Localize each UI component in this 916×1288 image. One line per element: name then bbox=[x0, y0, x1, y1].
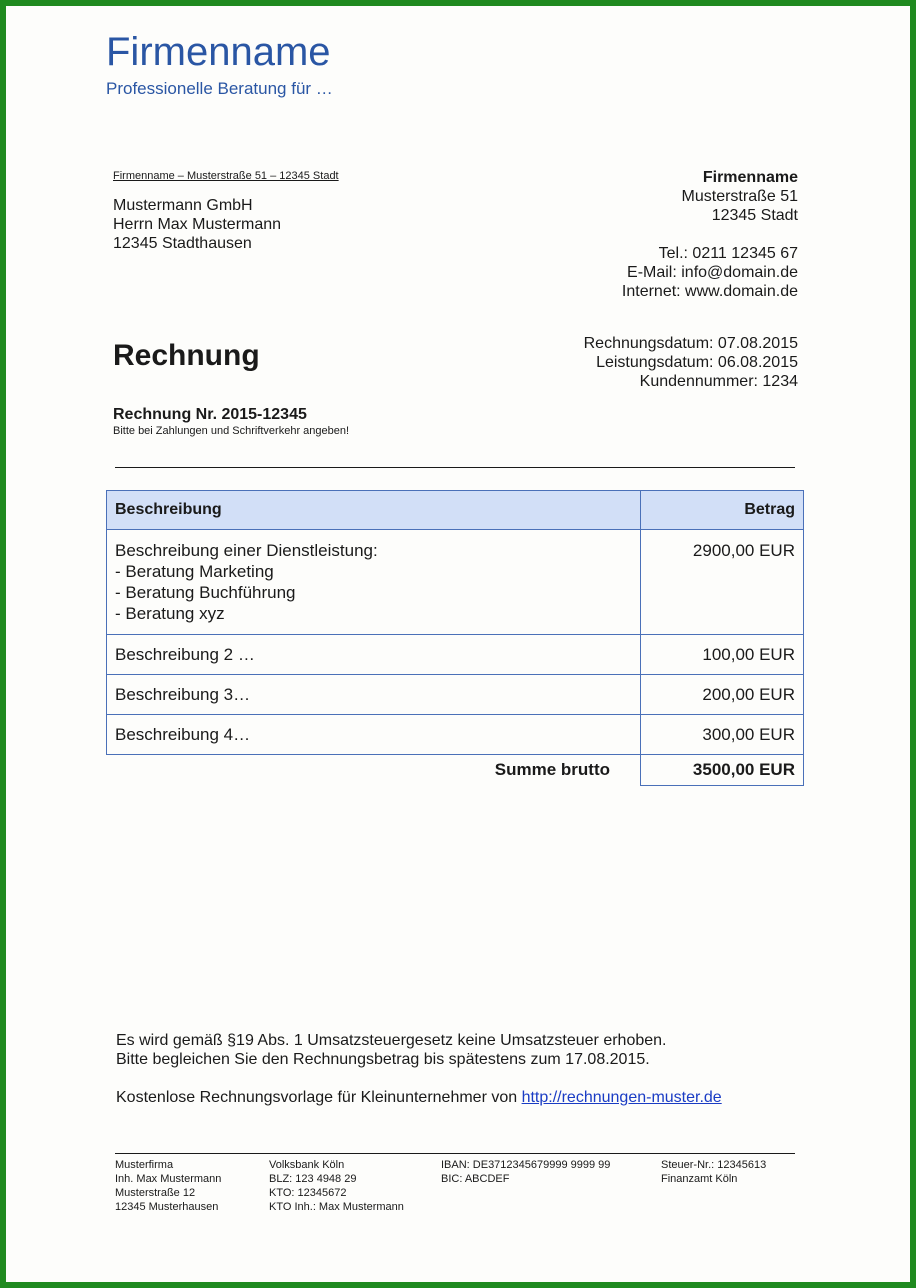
payment-note: Bitte begleichen Sie den Rechnungsbetrag bis spätestens zum 17.08.2015. bbox=[116, 1051, 650, 1068]
recipient-person: Herrn Max Mustermann bbox=[113, 216, 282, 233]
footer-company-line: Musterfirma bbox=[115, 1159, 174, 1171]
service-date: Leistungsdatum: 06.08.2015 bbox=[596, 354, 798, 371]
row-amount: 300,00 EUR bbox=[641, 715, 804, 755]
footer-bank-line: BLZ: 123 4948 29 bbox=[269, 1173, 357, 1185]
footer-tax-line: Finanzamt Köln bbox=[661, 1173, 738, 1185]
company-name: Firmenname bbox=[106, 30, 331, 74]
row-description-line: - Beratung xyz bbox=[115, 604, 225, 623]
column-header-description: Beschreibung bbox=[107, 491, 641, 530]
template-note bbox=[116, 1089, 722, 1107]
footer-tax-line: Steuer-Nr.: 12345613 bbox=[661, 1159, 767, 1171]
table-row bbox=[107, 715, 804, 755]
row-description: Beschreibung 3… bbox=[107, 675, 641, 715]
table-row bbox=[107, 530, 804, 635]
row-description-line: Beschreibung einer Dienstleistung: bbox=[115, 541, 378, 560]
divider-line bbox=[115, 467, 795, 468]
footer-bank-line: KTO Inh.: Max Mustermann bbox=[269, 1201, 404, 1213]
company-website: Internet: www.domain.de bbox=[621, 283, 798, 300]
company-block-city: 12345 Stadt bbox=[711, 207, 798, 224]
company-email: E-Mail: info@domain.de bbox=[627, 264, 798, 281]
invoice-number: Rechnung Nr. 2015-12345 bbox=[113, 406, 307, 423]
footer-iban bbox=[441, 1158, 610, 1186]
footer-bank-line: KTO: 12345672 bbox=[269, 1187, 347, 1199]
tax-note: Es wird gemäß §19 Abs. 1 Umsatzsteuergesetz keine Umsatzsteuer erhoben. bbox=[116, 1032, 667, 1049]
invoice-date: Rechnungsdatum: 07.08.2015 bbox=[583, 335, 798, 352]
footer-bank-line: Volksbank Köln bbox=[269, 1159, 345, 1171]
footer-divider bbox=[115, 1153, 795, 1154]
footer-iban-line: BIC: ABCDEF bbox=[441, 1173, 510, 1185]
table-row bbox=[107, 635, 804, 675]
total-label: Summe brutto bbox=[494, 760, 610, 780]
footer-tax bbox=[661, 1158, 766, 1186]
company-block-name: Firmenname bbox=[702, 169, 798, 186]
table-header-row bbox=[107, 491, 804, 530]
row-description-line: - Beratung Marketing bbox=[115, 562, 274, 581]
invoice-items-table bbox=[106, 490, 804, 786]
sender-address-line: Firmenname – Musterstraße 51 – 12345 Stadt bbox=[113, 170, 339, 182]
company-block-street: Musterstraße 51 bbox=[681, 188, 798, 205]
company-tagline: Professionelle Beratung für … bbox=[106, 79, 333, 98]
footer-iban-line: IBAN: DE3712345679999 9999 99 bbox=[441, 1159, 611, 1171]
total-row bbox=[107, 755, 804, 786]
invoice-hint: Bitte bei Zahlungen und Schriftverkehr angeben! bbox=[113, 425, 350, 437]
customer-number: Kundennummer: 1234 bbox=[639, 373, 798, 390]
recipient-city: 12345 Stadthausen bbox=[113, 235, 252, 252]
footer-bank bbox=[269, 1158, 404, 1214]
row-description-line: - Beratung Buchführung bbox=[115, 583, 296, 602]
row-description: Beschreibung 2 … bbox=[107, 635, 641, 675]
template-note-text: Kostenlose Rechnungsvorlage für Kleinunternehmer von bbox=[116, 1089, 522, 1106]
footer-company-line: 12345 Musterhausen bbox=[115, 1201, 219, 1213]
recipient-company: Mustermann GmbH bbox=[113, 197, 253, 214]
row-amount: 200,00 EUR bbox=[641, 675, 804, 715]
footer-company-line: Inh. Max Mustermann bbox=[115, 1173, 222, 1185]
row-description: Beschreibung 4… bbox=[107, 715, 641, 755]
row-description bbox=[107, 530, 641, 635]
footer-company bbox=[115, 1158, 221, 1214]
row-amount: 100,00 EUR bbox=[641, 635, 804, 675]
table-row bbox=[107, 675, 804, 715]
column-header-amount: Betrag bbox=[641, 491, 804, 530]
total-amount: 3500,00 EUR bbox=[641, 755, 804, 786]
template-link[interactable]: http://rechnungen-muster.de bbox=[521, 1089, 722, 1106]
footer-company-line: Musterstraße 12 bbox=[115, 1187, 196, 1199]
row-amount: 2900,00 EUR bbox=[641, 530, 804, 635]
invoice-heading: Rechnung bbox=[113, 339, 260, 372]
company-phone: Tel.: 0211 12345 67 bbox=[658, 245, 798, 262]
